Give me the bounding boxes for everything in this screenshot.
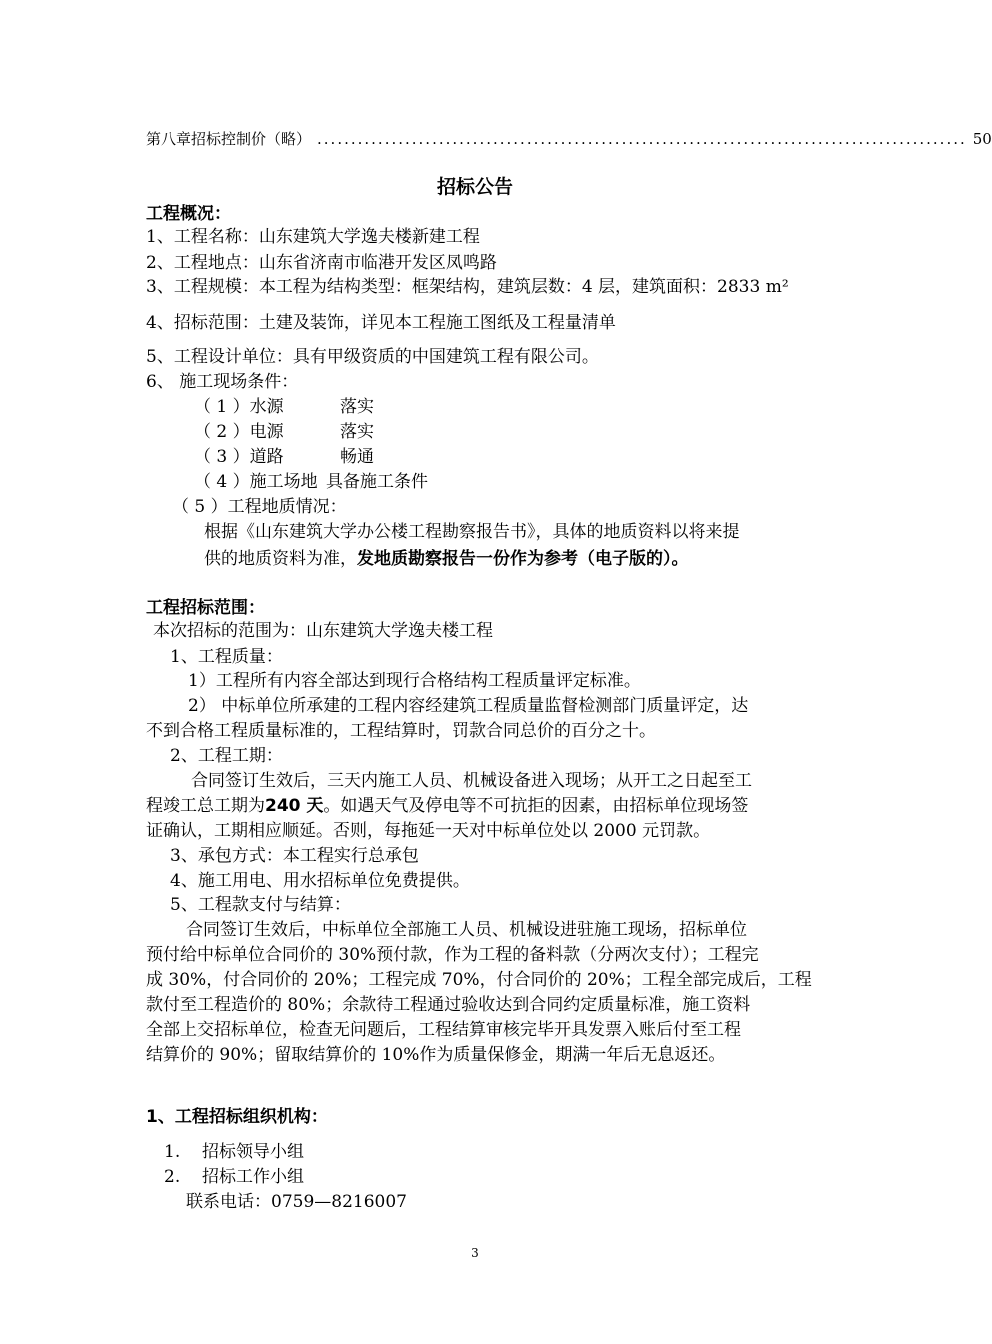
condition-row xyxy=(194,471,428,493)
geology-text-bold: 发地质勘察报告一份作为参考（电子版的）。 xyxy=(357,549,689,569)
overview-item: 5、工程设计单位：具有甲级资质的中国建筑工程有限公司。 xyxy=(146,347,599,367)
payment-text: 款付至工程造价的 80%；余款待工程通过验收达到合同约定质量标准，施工资料 xyxy=(146,995,751,1015)
page-title: 招标公告 xyxy=(436,176,513,198)
org-item-text: 招标领导小组 xyxy=(202,1142,304,1162)
toc-page: 50 xyxy=(972,130,992,148)
overview-item: 6、 施工现场条件： xyxy=(146,372,299,392)
geology-title: （ 5 ）工程地质情况： xyxy=(172,497,347,517)
toc-dots: ................................................................................................ xyxy=(317,130,967,148)
condition-label: （ 4 ）施工场地 xyxy=(194,472,318,492)
condition-label: （ 2 ）电源 xyxy=(194,422,284,442)
payment-text: 成 30%，付合同价的 20%；工程完成 70%，付合同价的 20%；工程全部完成后，工程 xyxy=(146,970,812,990)
payment-text: 预付给中标单位合同价的 30%预付款，作为工程的备料款（分两次支付）；工程完 xyxy=(146,945,759,965)
quality-text: 2） 中标单位所承建的工程内容经建筑工程质量监督检测部门质量评定，达 xyxy=(188,696,749,716)
org-item-text: 招标工作小组 xyxy=(202,1167,304,1187)
condition-label: （ 1 ）水源 xyxy=(194,397,284,417)
org-item xyxy=(164,1141,304,1163)
period-text: 证确认，工期相应顺延。否则，每拖延一天对中标单位处以 2000 元罚款。 xyxy=(146,821,711,841)
contract-text: 3、承包方式：本工程实行总承包 xyxy=(170,846,419,866)
geology-text xyxy=(204,548,689,570)
payment-text: 结算价的 90%；留取结算价的 10%作为质量保修金，期满一年后无息返还。 xyxy=(146,1045,726,1065)
overview-heading: 工程概况： xyxy=(146,204,231,224)
scope-heading: 工程招标范围： xyxy=(146,598,265,618)
payment-text: 全部上交招标单位，检查无问题后，工程结算审核完毕开具发票入账后付至工程 xyxy=(146,1020,741,1040)
condition-label: （ 3 ）道路 xyxy=(194,447,284,467)
quality-text: 1）工程所有内容全部达到现行合格结构工程质量评定标准。 xyxy=(188,671,641,691)
period-days: 240 天 xyxy=(265,796,324,816)
period-text xyxy=(146,795,748,817)
org-item-number: 1. xyxy=(164,1142,181,1162)
toc-text: 第八章招标控制价（略） xyxy=(146,130,312,148)
geology-text: 根据《山东建筑大学办公楼工程勘察报告书》，具体的地质资料以将来提 xyxy=(204,522,740,542)
period-text: 合同签订生效后，三天内施工人员、机械设备进入现场；从开工之日起至工 xyxy=(191,771,752,791)
condition-value: 具备施工条件 xyxy=(326,472,428,492)
page-number: 3 xyxy=(471,1246,479,1260)
payment-title: 5、工程款支付与结算： xyxy=(170,895,351,915)
condition-row xyxy=(194,446,374,468)
condition-value: 落实 xyxy=(340,397,374,417)
period-text-normal: 程竣工总工期为 xyxy=(146,796,265,816)
utilities-text: 4、施工用电、用水招标单位免费提供。 xyxy=(170,871,470,891)
overview-item: 2、工程地点：山东省济南市临港开发区凤鸣路 xyxy=(146,253,497,273)
org-item xyxy=(164,1166,304,1188)
period-text-normal: 。如遇天气及停电等不可抗拒的因素，由招标单位现场签 xyxy=(323,796,749,816)
org-item-number: 2. xyxy=(164,1167,181,1187)
condition-value: 畅通 xyxy=(340,447,374,467)
quality-title: 1、工程质量： xyxy=(170,647,283,667)
contact-phone: 联系电话：0759—8216007 xyxy=(186,1192,407,1212)
scope-intro: 本次招标的范围为：山东建筑大学逸夫楼工程 xyxy=(153,621,493,641)
period-title: 2、工程工期： xyxy=(170,746,283,766)
payment-text: 合同签订生效后，中标单位全部施工人员、机械设进驻施工现场，招标单位 xyxy=(186,920,747,940)
condition-row xyxy=(194,421,374,443)
toc-entry xyxy=(146,128,992,150)
org-heading: 1、工程招标组织机构： xyxy=(146,1107,328,1127)
condition-row xyxy=(194,396,374,418)
overview-item: 1、工程名称：山东建筑大学逸夫楼新建工程 xyxy=(146,227,480,247)
overview-item: 3、工程规模：本工程为结构类型：框架结构，建筑层数：4 层，建筑面积：2833 m² xyxy=(146,277,789,297)
quality-text: 不到合格工程质量标准的，工程结算时，罚款合同总价的百分之十。 xyxy=(146,721,656,741)
geology-text-normal: 供的地质资料为准， xyxy=(204,549,357,569)
condition-value: 落实 xyxy=(340,422,374,442)
overview-item: 4、招标范围：土建及装饰，详见本工程施工图纸及工程量清单 xyxy=(146,313,616,333)
